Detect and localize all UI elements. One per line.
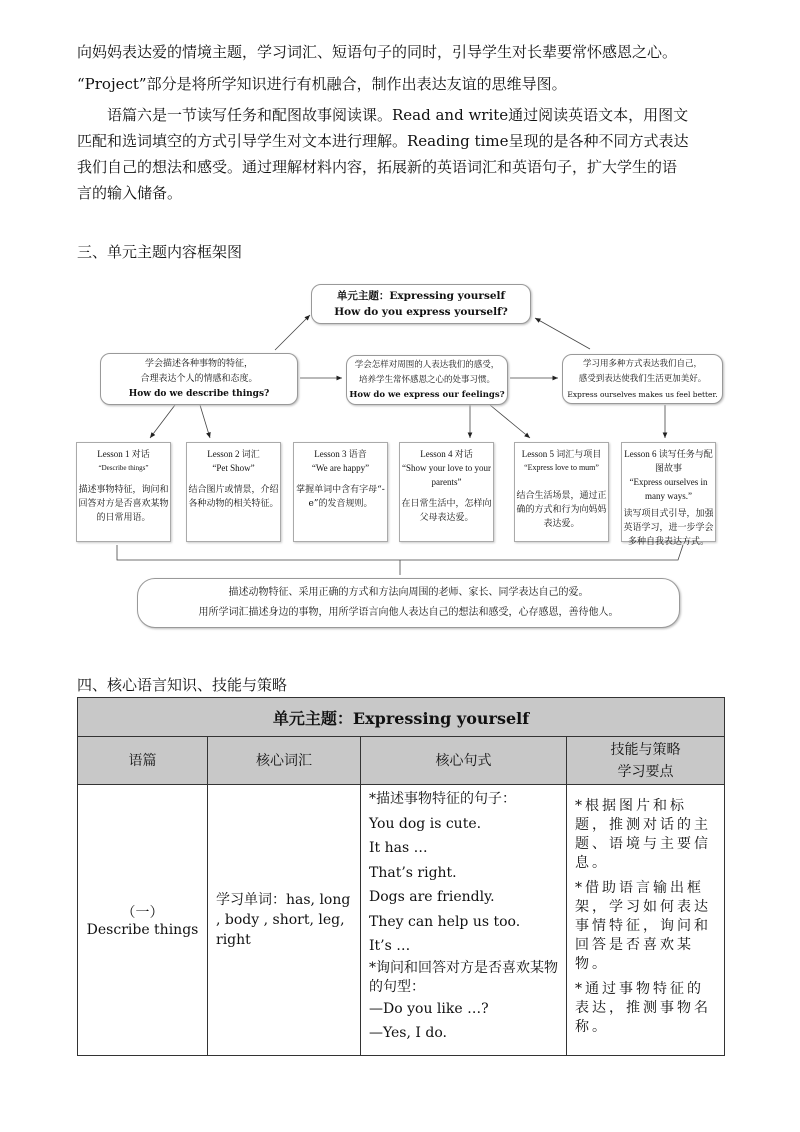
lesson-sub: “Pet Show” bbox=[212, 463, 255, 473]
table-title: 单元主题：Expressing yourself bbox=[78, 698, 725, 737]
mid-text: 学会怎样对周围的人表达我们的感受， bbox=[354, 359, 500, 370]
sentence: It has … bbox=[369, 840, 428, 856]
bracket-line bbox=[117, 545, 683, 560]
lesson-title: Lesson 2 词汇 bbox=[207, 449, 260, 459]
mid-box-feelings bbox=[346, 355, 508, 405]
summary-line: 用所学词汇描述身边的事物，用所学语言向他人表达自己的想法和感受，心存感恩，善待他人。 bbox=[198, 607, 619, 618]
arrow-left-to-top bbox=[275, 315, 310, 350]
lesson-sub: “Show your love to your parents” bbox=[402, 463, 491, 487]
mid-text: 合理表达个人的情感和态度。 bbox=[140, 373, 258, 384]
sentence: They can help us too. bbox=[369, 913, 521, 930]
mid-box-describe bbox=[100, 353, 298, 405]
paragraph-line: 向妈妈表达爱的情境主题，学习词汇、短语句子的同时，引导学生对长辈要常怀感恩之心。 bbox=[77, 43, 678, 61]
lesson-box-2 bbox=[186, 442, 281, 542]
text-name: Describe things bbox=[86, 922, 199, 938]
lesson-sub: “We are happy” bbox=[311, 463, 370, 473]
lesson-title: Lesson 4 对话 bbox=[420, 449, 473, 459]
lesson-box-5 bbox=[514, 442, 609, 542]
lesson-desc: 在日常生活中，怎样向父母表达爱。 bbox=[401, 499, 492, 523]
mid-question: How do we describe things? bbox=[128, 388, 270, 399]
mid-box-better bbox=[562, 354, 723, 404]
sentence: *询问和回答对方是否喜欢某物的句型： bbox=[369, 959, 558, 995]
sentence: You dog is cute. bbox=[369, 815, 482, 832]
arrow-right-to-top bbox=[535, 318, 590, 349]
header-vocab: 核心词汇 bbox=[208, 737, 361, 785]
paragraph-line: 语篇六是一节读写任务和配图故事阅读课。Read and write通过阅读英语文本，用图文 bbox=[107, 106, 689, 124]
cell-skills bbox=[567, 785, 725, 1056]
section-heading-3: 三、单元主题内容框架图 bbox=[77, 243, 243, 261]
lesson-title: Lesson 1 对话 bbox=[97, 449, 150, 459]
lesson-title: Lesson 3 语音 bbox=[314, 449, 367, 459]
paragraph-line: 言的输入储备。 bbox=[77, 184, 183, 202]
lesson-title: Lesson 6 读写任务与配图故事 bbox=[624, 449, 713, 473]
mid-text: 感受到表达使我们生活更加美好。 bbox=[578, 373, 707, 384]
lesson-sub: “Express ourselves in many ways.” bbox=[629, 477, 708, 501]
mid-question: Express ourselves makes us feel better. bbox=[567, 389, 718, 399]
lesson-desc: 掌握单词中含有字母“-e”的发音规则。 bbox=[296, 485, 385, 509]
mid-text: 学习用多种方式表达我们自己， bbox=[582, 358, 702, 369]
unit-theme-box bbox=[311, 284, 531, 324]
header-text: 语篇 bbox=[78, 737, 208, 785]
sentence: —Yes, I do. bbox=[369, 1025, 447, 1041]
lesson-box-6 bbox=[621, 442, 716, 547]
cell-vocab: 学习单词：has, long , body , short, leg, right bbox=[208, 785, 361, 1056]
core-language-table bbox=[77, 697, 725, 1056]
text-number: （一） bbox=[121, 905, 164, 921]
section-heading-4: 四、核心语言知识、技能与策略 bbox=[77, 676, 288, 694]
mid-text: 学会描述各种事物的特征， bbox=[144, 358, 253, 369]
header-skills bbox=[567, 737, 725, 785]
lesson-desc: 读写项目式引导，加强英语学习，进一步学会多种自我表达方式。 bbox=[623, 509, 714, 547]
lesson-box-3 bbox=[293, 442, 388, 542]
unit-theme-title: 单元主题：Expressing yourself bbox=[336, 290, 506, 302]
mid-text: 培养学生常怀感恩之心的处事习惯。 bbox=[358, 374, 495, 385]
header-skills-l2: 学习要点 bbox=[617, 763, 674, 780]
mid-question: How do we express our feelings? bbox=[349, 389, 505, 400]
lesson-desc: 结合图片或情景，介绍各种动物的相关特征。 bbox=[188, 485, 279, 509]
lesson-box-1 bbox=[76, 442, 171, 542]
lesson-desc: 描述事物特征，询问和回答对方是否喜欢某物的日常用语。 bbox=[78, 485, 169, 523]
unit-theme-question: How do you express yourself? bbox=[334, 306, 508, 318]
summary-line: 描述动物特征、采用正确的方式和方法向周围的老师、家长、同学表达自己的爱。 bbox=[228, 587, 589, 598]
paragraph-line: 匹配和选词填空的方式引导学生对文本进行理解。Reading time呈现的是各种不同方式表达 bbox=[77, 132, 689, 150]
lesson-box-4 bbox=[399, 442, 494, 542]
summary-box bbox=[137, 578, 680, 628]
lesson-sub: “Express love to mum” bbox=[524, 463, 599, 472]
table-row bbox=[78, 785, 725, 1056]
lesson-desc: 结合生活场景，通过正确的方式和行为向妈妈表达爱。 bbox=[516, 491, 607, 529]
cell-sentences bbox=[361, 785, 567, 1056]
lesson-title: Lesson 5 词汇与项目 bbox=[521, 449, 602, 459]
sentence: Dogs are friendly. bbox=[369, 889, 495, 905]
skill: *借助语言输出框架，学习如何表达事情特征，询问和回答是否喜欢某物。 bbox=[575, 880, 711, 972]
cell-text bbox=[78, 785, 208, 1056]
header-sentences: 核心句式 bbox=[361, 737, 567, 785]
lesson-sub: “Describe things” bbox=[98, 464, 149, 472]
skill: *通过事物特征的表达，推测事物名称。 bbox=[575, 981, 711, 1035]
sentence: *描述事物特征的句子： bbox=[369, 791, 516, 807]
header-skills-l1: 技能与策略 bbox=[610, 741, 681, 758]
paragraph-line: 我们自己的想法和感受。通过理解材料内容，拓展新的英语词汇和英语句子，扩大学生的语 bbox=[77, 158, 678, 176]
skill: *根据图片和标题，推测对话的主题、语境与主要信息。 bbox=[575, 798, 711, 871]
paragraph-line: “Project”部分是将所学知识进行有机融合，制作出表达友谊的思维导图。 bbox=[77, 75, 567, 93]
sentence: It’s … bbox=[369, 938, 411, 954]
sentence: That’s right. bbox=[369, 864, 457, 881]
sentence: —Do you like …? bbox=[369, 1000, 489, 1017]
